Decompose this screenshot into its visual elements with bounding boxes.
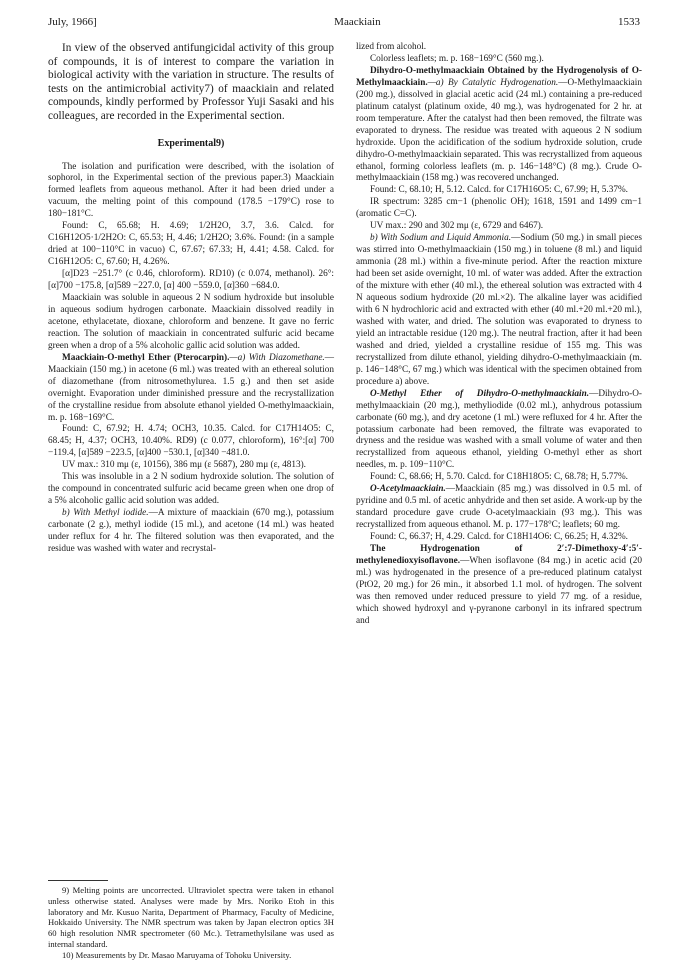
isoflavone-paragraph: [356, 544, 642, 628]
pterocarpin-paragraph: [48, 353, 334, 425]
isoflavone-text: —When isoflavone (84 mg.) in acetic acid (20 ml.) was hydrogenated in the presence of a pre-reduced platinum catalyst (PtO2, 20 mg.) for 26 min., it absorbed 1.1 mol. of hydrogen. The solvent was then removed under reduced pressure to yield 77 mg. of a residue, which showed hydroxyl and γ-pyranone carbonyl in its infrared spectrum and: [356, 555, 642, 626]
continuation-line: lized from alcohol.: [356, 42, 427, 52]
rotation-maackiain: [α]D23 −251.7° (c 0.46, chloroform). RD10) (c 0.074, methanol). 26°: [α]700 −175.8, [α]589 −227.0, [α] 400 −559.0, [α]360 −684.0.: [48, 269, 334, 292]
methyl-ether-dihydro-paragraph: [356, 389, 642, 473]
acetylmaackiain-title: O-Acetylmaackiain.: [370, 484, 446, 495]
acetylmaackiain-text: —Maackiain (85 mg.) was dissolved in 0.5 ml. of pyridine and 0.5 ml. of acetic anhydride and then set aside. A work-up by the standard procedure gave crude O-acetylmaackiain (93 mg.). This was recrystallized from aqueous ethanol. M. p. 177−178°C; leaflets; 60 mg.: [356, 484, 642, 531]
insolubility-paragraph: This was insoluble in a 2 N sodium hydroxide solution. The solution of the compound in concentrated sulfuric acid became green when one drop of a 5% alcoholic gallic acid solution was added.: [48, 472, 334, 507]
pterocarpin-title: Maackiain-O-methyl Ether (Pterocarpin).: [62, 352, 230, 363]
isoflavone-title: The Hydrogenation of 2′:7-Dimethoxy-4′:5′-methylenedioxyisoflavone.: [356, 544, 642, 566]
footnote-10: 10) Measurements by Dr. Masao Maruyama of Tohoku University.: [62, 949, 292, 960]
uv-methyl-ether: UV max.: 310 mμ (ε, 10156), 386 mμ (ε 5687), 280 mμ (ε, 4813).: [62, 460, 306, 471]
methyl-iodide-paragraph: [48, 508, 334, 556]
methyl-ether-dihydro-text: —Dihydro-O-methylmaackiain (20 mg.), methyliodide (0.02 ml.), anhydrous potassium carbonate (60 mg.), and dry acetone (1 ml.) were refluxed for 4 hr. After the potassium carbonate had been removed, the filtrate was evaporated to dryness and the residue was washed with a small volume of water and then recrystallized from aqueous ethanol, yielding O-methyl ether as short needles, m. p. 109−110°C.: [356, 388, 642, 471]
intro-paragraph: In view of the observed antifungicidal activity of this group of compounds, it is of interest to compare the variation in biological activity with the variation in structure. The results of tests on the antimicrobial activity7) of maackiain and related compounds, kindly performed by Professor Yuji Sasaki and his colleagues, are recorded in the Experimental section.: [48, 42, 334, 122]
analysis-methyl-dihydro: Found: C, 68.66; H, 5.70. Calcd. for C18H18O5: C, 68.78; H, 5.77%.: [370, 472, 628, 483]
sodium-ammonia-text: —Sodium (50 mg.) in small pieces was stirred into O-methylmaackiain (150 mg.) in toluene (8 ml.) and liquid ammonia (28 ml.) within a five-minute period. After the reaction mixture had been set aside overnight, 10 ml. of water was added. After the extraction of the mixture with ether (40 ml.), the ethereal solution was extracted with 4 N aqueous sodium hydroxide (20 ml.×2). The alkaline layer was acidified with 6 N hydrochloric acid and extracted with ether (40 ml.+20 ml.+20 ml.), washed with water, and dried. The solution was evaporated to dryness to yield an intractable residue (120 mg.). The neutral fraction, after it had been washed and dried, yielded a crystalline residue of 155 mg. This was recrystallized from dilute ethanol, yielding dihydro-O-methylmaackiain (m. p. 146−148°C, 67 mg.) which was identical with the specimen obtained from procedure a) above.: [356, 233, 642, 387]
colorless-leaflets: Colorless leaflets; m. p. 168−169°C (560 mg.).: [370, 53, 544, 64]
header-title: Maackiain: [334, 16, 381, 28]
left-column: [48, 42, 334, 556]
diazomethane-subtitle: —a) With Diazomethane.: [229, 352, 325, 363]
footnote-rule: [48, 880, 108, 881]
page-number: 1533: [617, 16, 640, 28]
diazomethane-text: —Maackiain (150 mg.) in acetone (6 ml.) was treated with an ethereal solution of diazomethane (from nitrosomethylurea. 1.5 g.) and then set aside overnight. Evaporation under diminished pressure and the recrystallization of the crystalline residue from absolute ethanol yielded O-methylmaackiain, m. p. 168−169°C.: [48, 352, 334, 423]
analysis-maackiain: Found: C, 65.68; H. 4.69; 1/2H2O, 3.7, 3.6. Calcd. for C16H12O5·1/2H2O: C, 65.53; H, 4.46; 1/2H2O; 3.6%. Found: (in a sample dried at 100−110°C in vacuo) C, 67.67; 67.33; H, 4.41; 4.58. Calcd. for C16H12O5: C, 67.60; H, 4.26%.: [48, 221, 334, 268]
right-column: [356, 42, 642, 628]
hydrogenolysis-paragraph: [356, 66, 642, 186]
footnotes: [48, 880, 334, 961]
acetylmaackiain-paragraph: [356, 484, 642, 532]
running-header: [48, 14, 640, 30]
header-date: July, 1966]: [48, 16, 97, 28]
analysis-dihydro: Found: C, 68.10; H, 5.12. Calcd. for C17H16O5: C, 67.99; H, 5.37%.: [370, 185, 628, 196]
catalytic-text: —O-Methylmaackiain (200 mg.), dissolved in glacial acetic acid (24 ml.) containing a pre-reduced platinum catalyst (platinum oxide, 40 mg.), was hydrogenated for 2 hr. at room temperature. After the catalyst had then been removed, the filtrate was evaporated to dryness. The residue was treated with aqueous 2 N sodium hydroxide. Upon the acidification of the sodium hydroxide solution, crude dihydro-O-methylmaackiain separated. This was recrystallized from aqueous ethanol, forming colorless leaflets (m. p. 146−148°C) (8 mg.). Crude O-methylmaackiain (158 mg.) was recovered unchanged.: [356, 77, 642, 184]
methyl-iodide-subtitle: b) With Methyl iodide.: [62, 508, 149, 519]
hydrogenolysis-title: Dihydro-O-methylmaackiain Obtained by the Hydrogenolysis of O-Methylmaackiain.: [356, 65, 642, 88]
methyl-ether-dihydro-title: O-Methyl Ether of Dihydro-O-methylmaackiain.: [370, 388, 590, 399]
ir-spectrum: IR spectrum: 3285 cm−1 (phenolic OH); 1618, 1591 and 1499 cm−1 (aromatic C=C).: [356, 197, 642, 220]
footnote-9: 9) Melting points are uncorrected. Ultraviolet spectra were taken in ethanol unless otherwise stated. Analyses were made by Mrs. Noriko Etoh in this laboratory and Mr. Kusuo Narita, Department of Pharmacy, Faculty of Medicine, Hokkaido University. The NMR spectrum was taken by Japan electron optics 3H 60 high resolution NMR spectrometer (60 Mc.). Tetramethylsilane was used as internal standard.: [48, 885, 334, 949]
catalytic-subtitle: —a) By Catalytic Hydrogenation.: [427, 77, 559, 88]
analysis-acetyl: Found: C, 66.37; H, 4.29. Calcd. for C18H14O6: C, 66.25; H, 4.32%.: [370, 532, 628, 543]
sodium-ammonia-subtitle: b) With Sodium and Liquid Ammonia.: [370, 233, 512, 244]
uv-dihydro: UV max.: 290 and 302 mμ (ε, 6729 and 6467).: [370, 221, 544, 232]
isolation-paragraph: The isolation and purification were described, with the isolation of sophorol, in the Experimental section of the previous paper.3) Maackiain formed leaflets from aqueous methanol. After it had been dried under a vacuum, the melting point of this compound (178.5 −179°C) rose to 180−181°C.: [48, 161, 334, 220]
analysis-methyl-ether: Found: C, 67.92; H. 4.74; OCH3, 10.35. Calcd. for C17H14O5: C, 68.45; H, 4.37; OCH3, 10.40%. RD9) (c 0.077, chloroform), 16°:[α] 700 −119.4, [α]589 −223.5, [α]400 −530.1, [α]340 −481.0.: [48, 424, 334, 459]
sodium-ammonia-paragraph: [356, 233, 642, 388]
experimental-heading: Experimental9): [157, 137, 225, 149]
methyl-iodide-text: —A mixture of maackiain (670 mg.), potassium carbonate (2 g.), methyl iodide (15 ml.), and acetone (14 ml.) was heated under reflux for 4 hr. The filtered solution was then evaporated, and the residue was washed with water and recrystal-: [48, 508, 335, 555]
solubility-paragraph: Maackiain was soluble in aqueous 2 N sodium hydroxide but insoluble in aqueous sodium hydrogen carbonate. Maackiain dissolved readily in acetone, ethylacetate, dioxane, chloroform and benzene. It gave no ferric reaction. The solution of maackiain in concentrated sulfuric acid became green when a drop of a 5% alcoholic gallic acid solution was added.: [48, 293, 334, 351]
